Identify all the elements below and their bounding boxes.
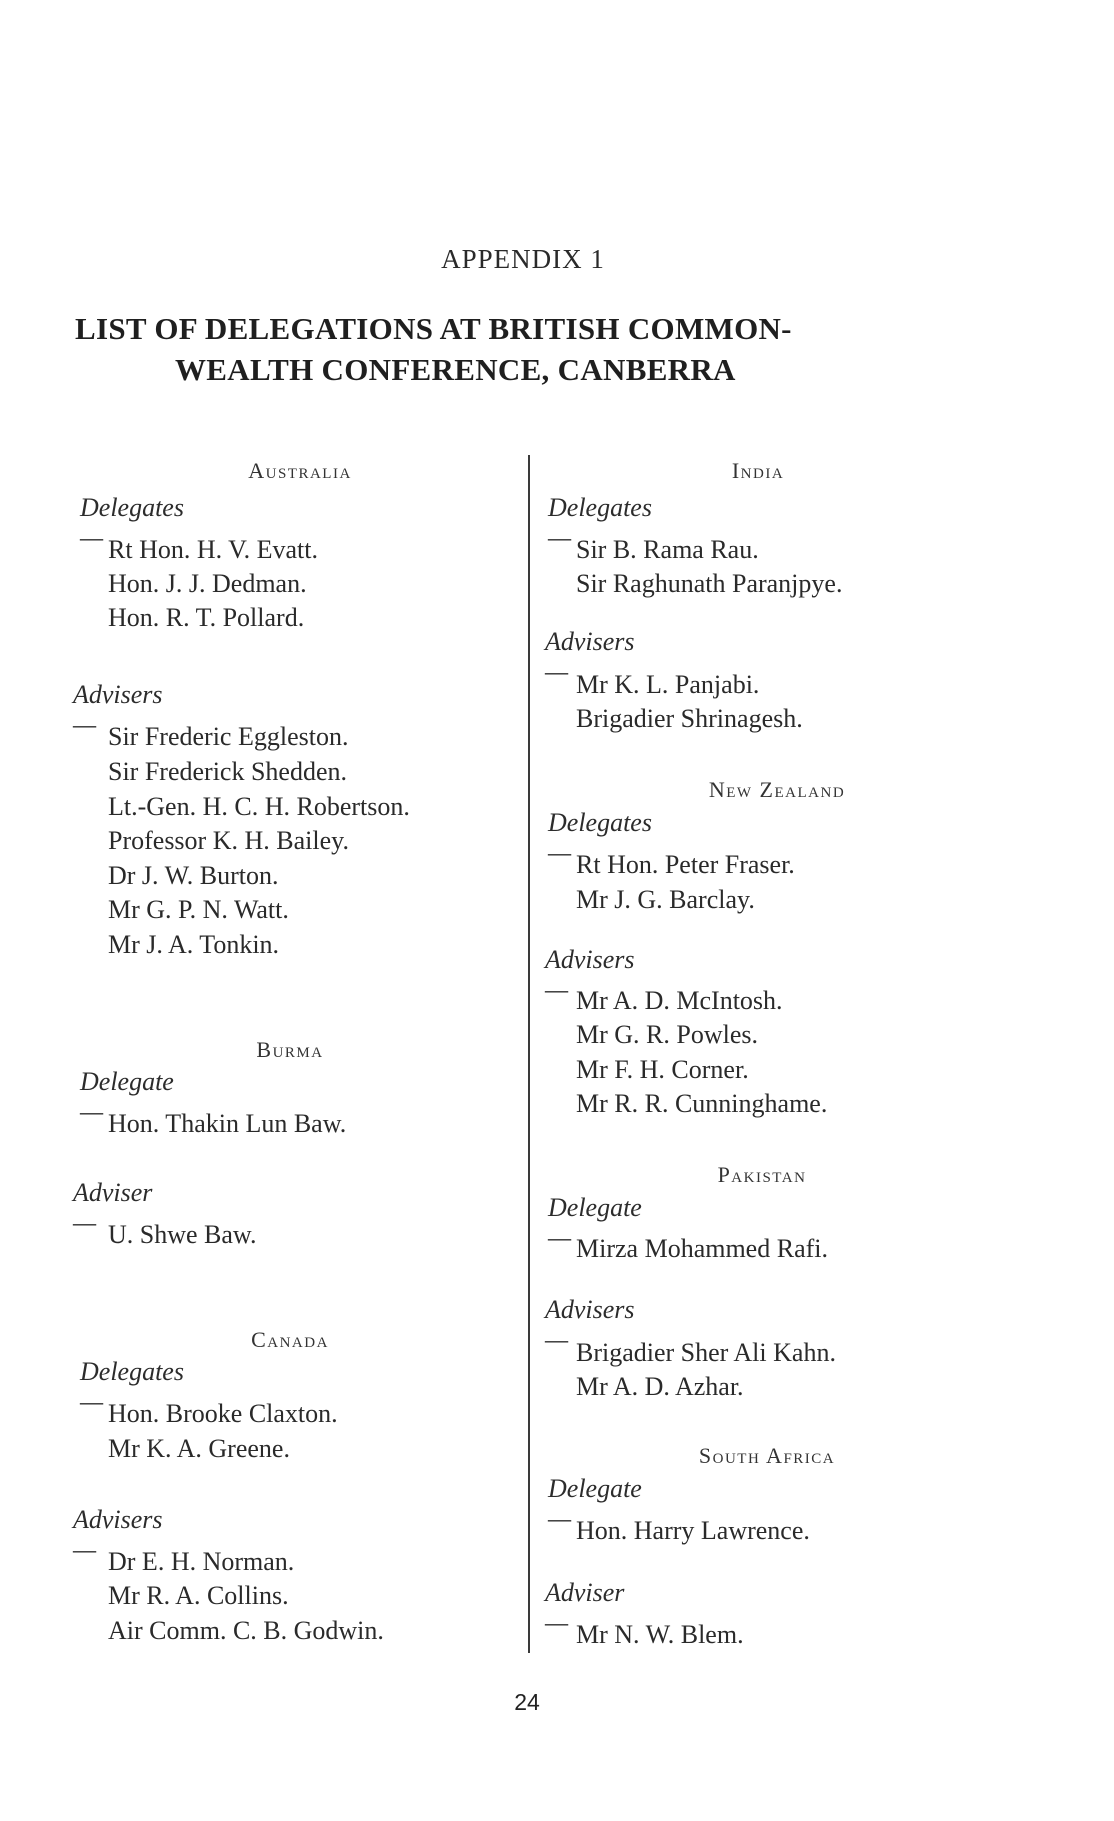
role-label-delegates: Delegate—	[548, 1474, 642, 1533]
adviser-name: Sir Frederick Shedden.	[108, 757, 348, 786]
role-label-delegates: Delegate—	[548, 1193, 642, 1252]
adviser-name: Mr N. W. Blem.	[576, 1620, 744, 1649]
delegate-name: Hon. Brooke Claxton.	[108, 1399, 338, 1428]
delegate-name: Rt Hon. Peter Fraser.	[576, 850, 795, 879]
adviser-name: Sir Frederic Eggleston.	[108, 722, 349, 751]
appendix-heading: APPENDIX 1	[441, 244, 605, 274]
delegate-name: Sir B. Rama Rau.	[576, 535, 759, 564]
adviser-name: Dr E. H. Norman.	[108, 1547, 295, 1576]
delegate-name: Hon. Harry Lawrence.	[576, 1516, 810, 1545]
delegate-name: Hon. J. J. Dedman.	[108, 569, 307, 598]
adviser-name: Mr G. P. N. Watt.	[108, 895, 289, 924]
role-label-advisers: Adviser—	[73, 1178, 153, 1237]
adviser-name: Mr R. A. Collins.	[108, 1581, 289, 1610]
delegate-name: Rt Hon. H. V. Evatt.	[108, 535, 318, 564]
title-line-1: LIST OF DELEGATIONS AT BRITISH COMMON-	[75, 311, 792, 346]
country-heading-burma: Burma	[256, 1037, 324, 1062]
delegate-name: Sir Raghunath Paranjpye.	[576, 569, 843, 598]
role-label-advisers: Adviser—	[545, 1578, 625, 1637]
country-heading-new-zealand: New Zealand	[708, 777, 846, 802]
delegate-name: Mr J. G. Barclay.	[576, 885, 755, 914]
adviser-name: Mr J. A. Tonkin.	[108, 930, 280, 959]
role-label-advisers: Advisers—	[545, 1295, 635, 1354]
role-label-delegates: Delegates—	[548, 808, 652, 867]
adviser-name: Mr R. R. Cunninghame.	[576, 1089, 828, 1118]
adviser-name: U. Shwe Baw.	[108, 1220, 257, 1249]
adviser-name: Brigadier Sher Ali Kahn.	[576, 1338, 836, 1367]
adviser-name: Mr A. D. Azhar.	[576, 1372, 744, 1401]
delegate-name: Mr K. A. Greene.	[108, 1434, 290, 1463]
delegate-name: Mirza Mohammed Rafi.	[576, 1234, 828, 1263]
column-divider	[528, 455, 530, 1653]
country-heading-australia: Australia	[248, 458, 352, 483]
role-label-delegates: Delegates—	[548, 493, 652, 552]
adviser-name: Mr K. L. Panjabi.	[576, 670, 760, 699]
country-heading-pakistan: Pakistan	[717, 1162, 807, 1187]
adviser-name: Mr F. H. Corner.	[576, 1055, 749, 1084]
page-title	[75, 308, 975, 390]
adviser-name: Mr A. D. McIntosh.	[576, 986, 783, 1015]
page-number: 24	[514, 1689, 540, 1715]
title-line-2: WEALTH CONFERENCE, CANBERRA	[175, 352, 736, 387]
role-label-delegates: Delegate—	[80, 1067, 174, 1126]
role-label-advisers: Advisers—	[73, 1505, 163, 1564]
adviser-name: Professor K. H. Bailey.	[108, 826, 349, 855]
adviser-name: Dr J. W. Burton.	[108, 861, 279, 890]
role-label-delegates: Delegates—	[80, 493, 184, 552]
country-heading-canada: Canada	[251, 1327, 329, 1352]
role-label-advisers: Advisers—	[545, 945, 635, 1004]
delegate-name: Hon. R. T. Pollard.	[108, 603, 305, 632]
role-label-delegates: Delegates—	[80, 1357, 184, 1416]
adviser-name: Brigadier Shrinagesh.	[576, 704, 803, 733]
adviser-name: Mr G. R. Powles.	[576, 1020, 759, 1049]
delegate-name: Hon. Thakin Lun Baw.	[108, 1109, 347, 1138]
adviser-name: Lt.-Gen. H. C. H. Robertson.	[108, 792, 410, 821]
role-label-advisers: Advisers—	[73, 680, 163, 739]
role-label-advisers: Advisers—	[545, 627, 635, 686]
country-heading-south-africa: South Africa	[698, 1443, 836, 1468]
country-heading-india: India	[731, 458, 785, 483]
adviser-name: Air Comm. C. B. Godwin.	[108, 1616, 384, 1645]
